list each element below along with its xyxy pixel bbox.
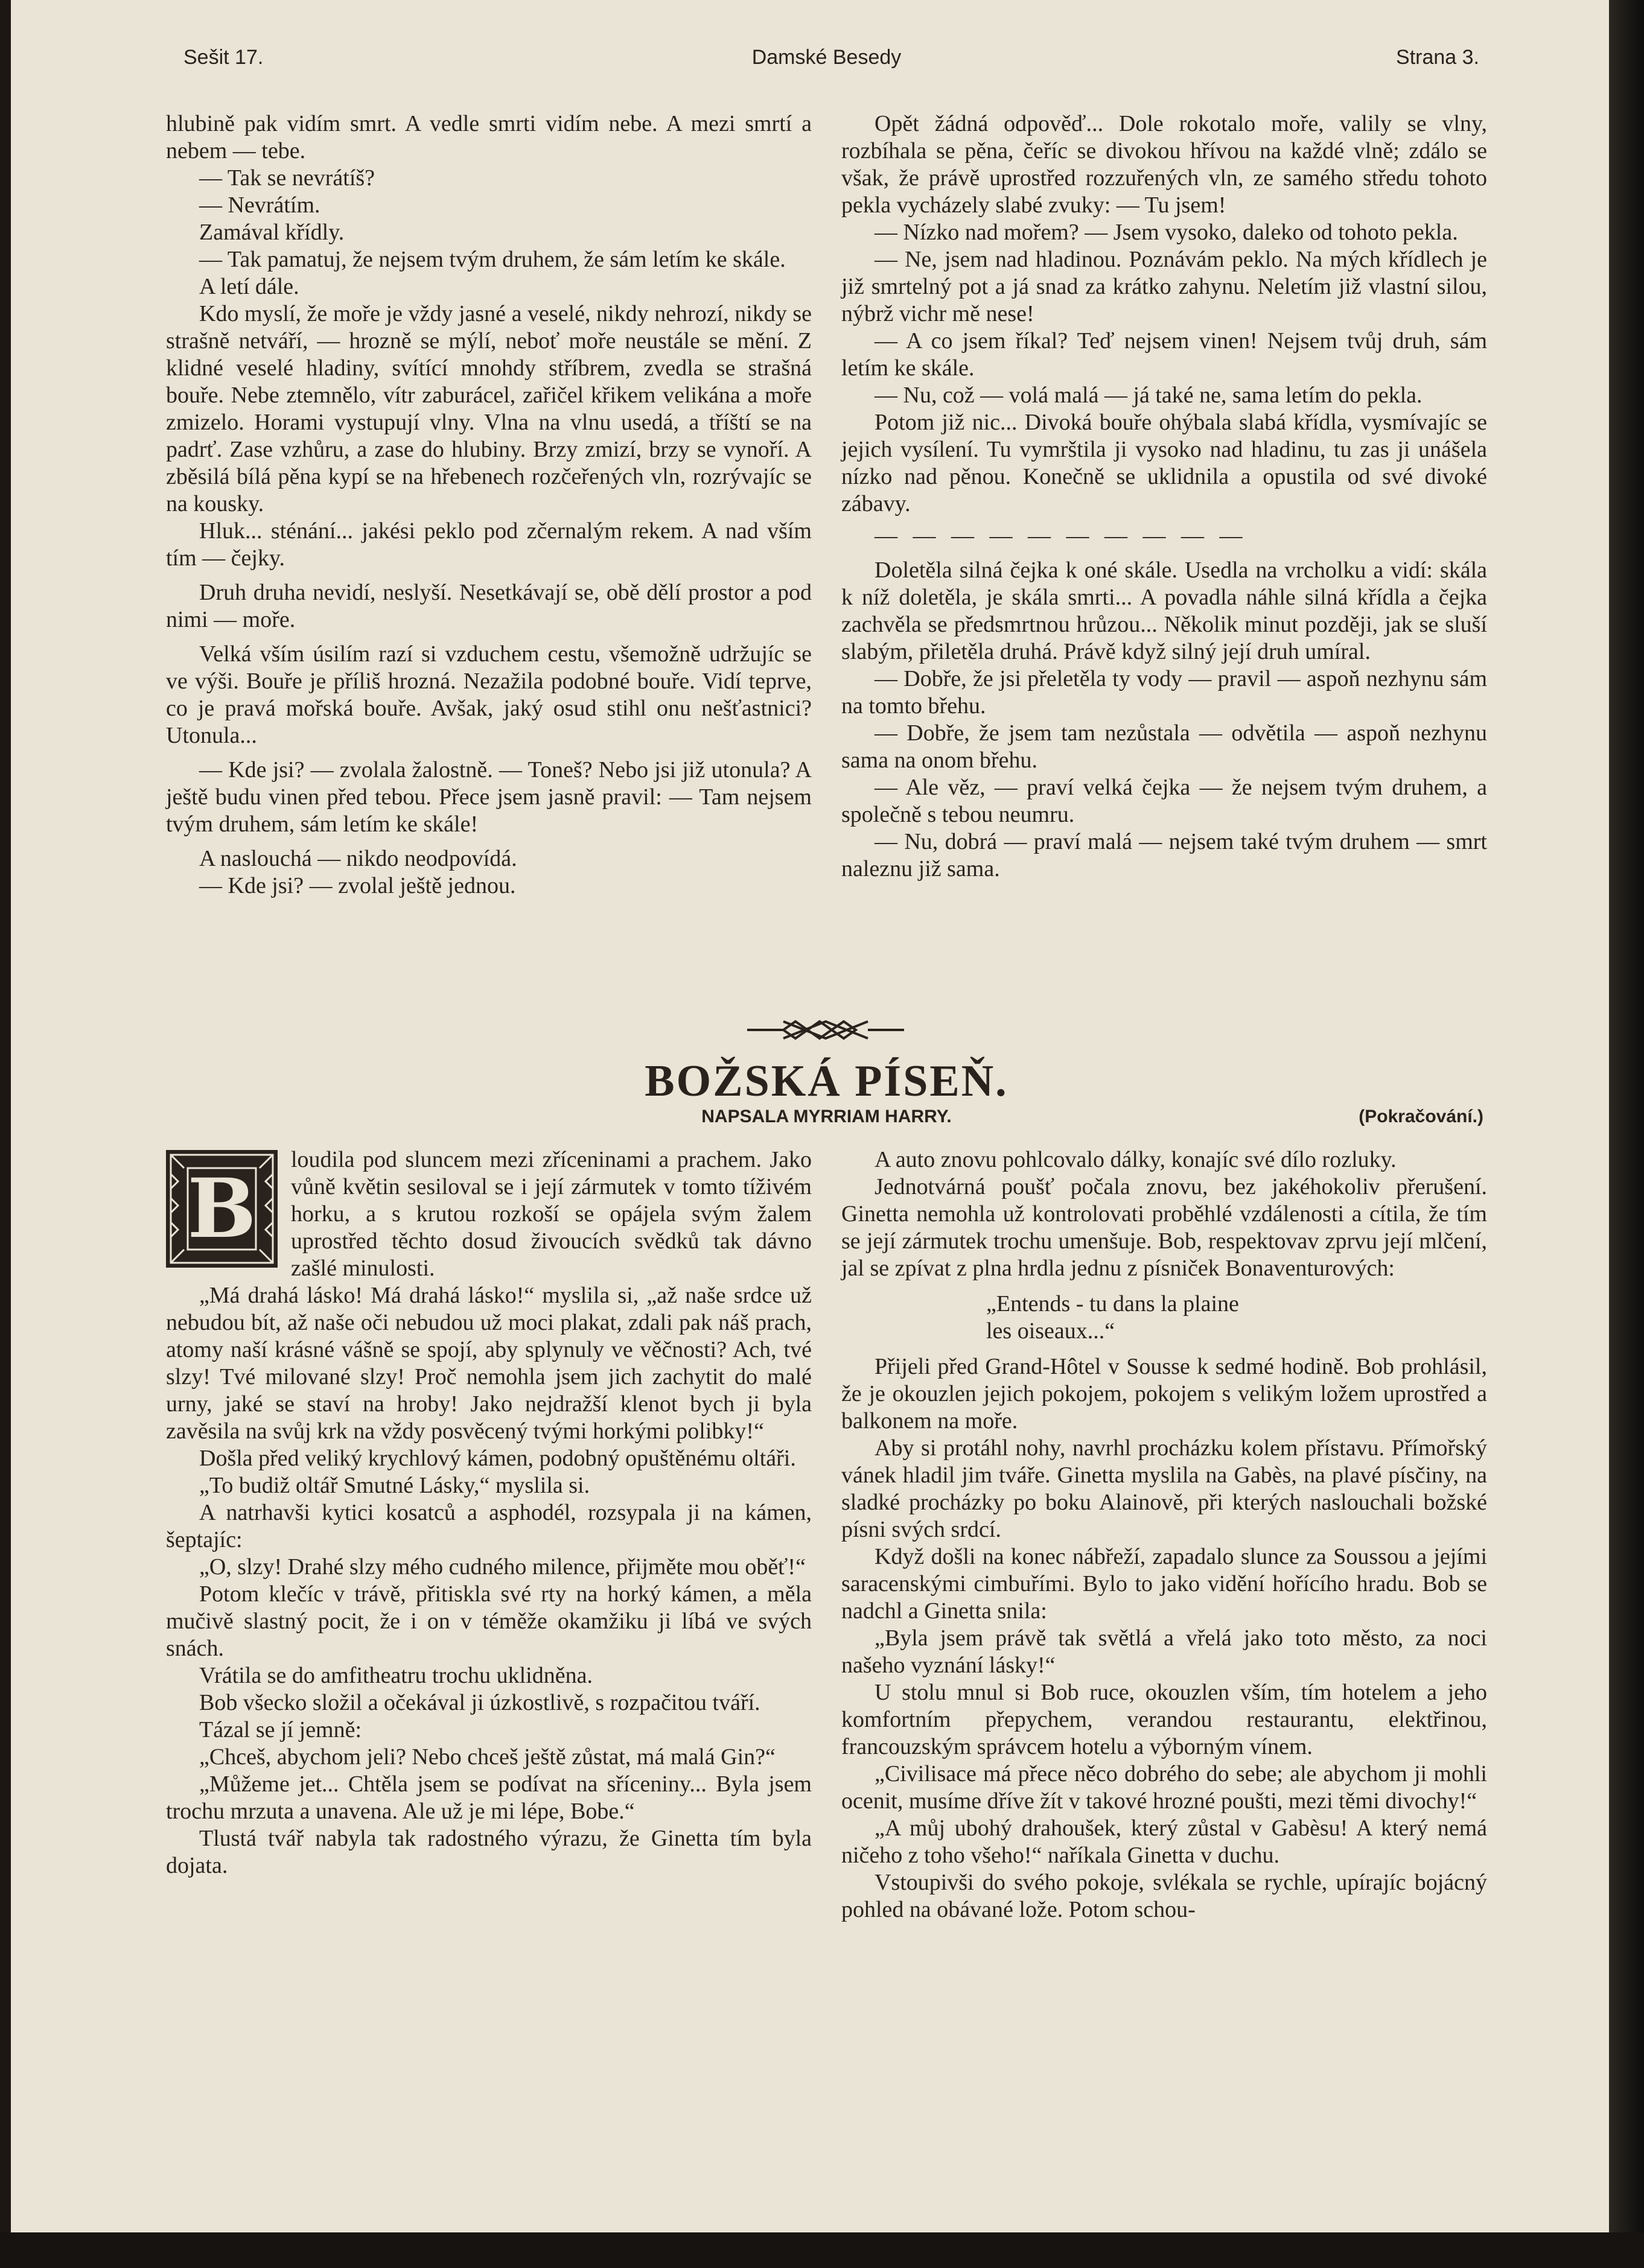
- paragraph: Bob všecko složil a očekával ji úzkostlivě, s rozpačitou tváří.: [199, 1690, 760, 1715]
- paragraph: — Dobře, že jsi přeletěla ty vody — pravil — aspoň nezhynu sám na tomto břehu.: [841, 666, 1487, 719]
- paragraph: Aby si protáhl nohy, navrhl procházku kolem přístavu. Přímořský vánek hladil jim tváře. Ginetta myslila na Gabès, na plavé písčiny, na sladké procházky po boku Alainově, při kterých naslouchali božské písni svých srdcí.: [841, 1435, 1487, 1542]
- paragraph: „Můžeme jet... Chtěla jsem se podívat na sříceniny... Byla jsem trochu mrzuta a unavena. Ale už je mi lépe, Bobe.“: [166, 1771, 812, 1824]
- issue-number: Sešit 17.: [183, 46, 264, 69]
- paragraph: — Ale věz, — praví velká čejka — že nejsem tvým druhem, a společně s tebou neumru.: [841, 775, 1487, 827]
- paragraph: Když došli na konec nábřeží, zapadalo slunce za Soussou a jejími saracenskými cimbuřími. Bylo to jako vidění hořícího hradu. Bob se nadchl a Ginetta snila:: [841, 1544, 1487, 1624]
- paragraph: Velká vším úsilím razí si vzduchem cestu, všemožně udržujíc se ve výši. Bouře je příliš hrozná. Nezažila podobné bouře. Vidí teprve, co je pravá mořská bouře. Avšak, jaký osud stihl onu nešťastnici? Utonula...: [166, 641, 812, 748]
- paragraph: Hluk... sténání... jakési peklo pod zčernalým rekem. A nad vším tím — čejky.: [166, 518, 812, 571]
- paragraph: Tázal se jí jemně:: [199, 1717, 362, 1742]
- magazine-page: [11, 0, 1609, 2232]
- paragraph: Došla před veliký krychlový kámen, podobný opuštěnému oltáři.: [199, 1446, 796, 1471]
- paragraph: Jednotvárná poušť počala znovu, bez jakéhokoliv přerušení. Ginetta nemohla už kontrolovati proběhlé vzdálenosti a cítila, že tím se její zármutek trochu umenšuje. Bob, respektovav zprvu její mlčení, jal se zpívat z plna hrdla jednu z písniček Bonaventurových:: [841, 1174, 1487, 1281]
- column-top-left: [166, 110, 812, 900]
- column-bottom-right: [841, 1146, 1487, 1923]
- paragraph: A auto znovu pohlcovalo dálky, konajíc své dílo rozluky.: [875, 1147, 1397, 1172]
- story-author: NAPSALA MYRRIAM HARRY.: [701, 1107, 952, 1126]
- ornament-divider-icon: [747, 1017, 904, 1043]
- paragraph: — Nu, což — volá malá — já také ne, sama letím do pekla.: [875, 383, 1423, 408]
- paragraph: Přijeli před Grand-Hôtel v Sousse k sedmé hodině. Bob prohlásil, že je okouzlen jejich pokojem, pokojem s velikým ložem uprostřed a balkonem na moře.: [841, 1354, 1487, 1434]
- paragraph: A letí dále.: [199, 274, 299, 299]
- paragraph: loudila pod sluncem mezi zříceninami a prachem. Jako vůně květin sesiloval se i její zármutek v tomto tíživém horku, a s krutou rozkoší se opájela svým žalem uprostřed těchto dosud živoucích svědků tak dávno zašlé minulosti.: [291, 1147, 812, 1281]
- paragraph: — Tak pamatuj, že nejsem tvým druhem, že sám letím ke skále.: [199, 247, 786, 272]
- paragraph: Potom již nic... Divoká bouře ohýbala slabá křídla, vysmívajíc se jejich vysílení. Tu vymrštila ji vysoko nad hladinu, tu zas ji unášela nízko nad pěnou. Konečně se uklidnila a opustila od své divoké zábavy.: [841, 410, 1487, 516]
- paragraph: „Má drahá lásko! Má drahá lásko!“ myslila si, „až naše srdce už nebudou bít, až naše oči nebudou už moci plakat, zdali pak náš prach, atomy naší krásné vášně se spojí, aby splynuly ve věčnosti? Ach, tvé slzy! Tvé milované slzy! Proč nemohla jsem jich zachytit do malé urny, jaké se staví na hroby! Jako nejdražší klenot bych ji byla zavěsila na svůj krk na vždy posvěcený tvými horkými polibky!“: [166, 1283, 812, 1444]
- paragraph: „A můj ubohý drahoušek, který zůstal v Gabèsu! A který nemá ničeho z toho všeho!“ naříkala Ginetta v duchu.: [841, 1815, 1487, 1868]
- paragraph: — A co jsem říkal? Teď nejsem vinen! Nejsem tvůj druh, sám letím ke skále.: [841, 328, 1487, 381]
- paragraph: — Dobře, že jsem tam nezůstala — odvětila — aspoň nezhynu sama na onom břehu.: [841, 720, 1487, 773]
- paragraph: hlubině pak vidím smrt. A vedle smrti vidím nebe. A mezi smrtí a nebem — tebe.: [166, 111, 812, 164]
- section-divider-dashes: — — — — — — — — — —: [875, 523, 1247, 548]
- page-number: Strana 3.: [1396, 46, 1479, 69]
- song-line: „Entends - tu dans la plaine: [986, 1291, 1239, 1317]
- scan-edge-right: [1609, 0, 1644, 2268]
- paragraph: Vrátila se do amfitheatru trochu uklidněna.: [199, 1663, 593, 1688]
- paragraph: — Kde jsi? — zvolal ještě jednou.: [199, 873, 516, 898]
- paragraph: U stolu mnul si Bob ruce, okouzlen vším, tím hotelem a jeho komfortním přepychem, verandou restaurantu, elektřinou, francouzským správcem hotelu a výborným vínem.: [841, 1680, 1487, 1759]
- author-row: [166, 1107, 1487, 1133]
- paragraph: A natrhavši kytici kosatců a asphodél, rozsypala ji na kámen, šeptajíc:: [166, 1500, 812, 1552]
- paragraph: Opět žádná odpověď... Dole rokotalo moře, valily se vlny, rozbíhala se pěna, čeříc se divokou hřívou na každé vlně; zdálo se však, že právě uprostřed rozzuřených vln, ze samého středu tohoto pekla vycházely slabé zvuky: — Tu jsem!: [841, 111, 1487, 218]
- page-header: [174, 46, 1479, 76]
- paragraph: — Ne, jsem nad hladinou. Poznávám peklo. Na mých křídlech je již smrtelný pot a já snad za krátko zahynu. Neletím již vlastní silou, nýbrž vichr mě nese!: [841, 247, 1487, 326]
- song-line: les oiseaux...“: [986, 1318, 1115, 1344]
- paragraph: Doletěla silná čejka k oné skále. Usedla na vrcholku a vidí: skála k níž doletěla, je skála smrti... A povadla náhle silná křídla a čejka zachvěla se předsmrtnou hrůzou... Několik minut později, jak se sluší slabým, přiletěla druhá. Právě když silný její druh umíral.: [841, 557, 1487, 664]
- paragraph: „Chceš, abychom jeli? Nebo chceš ještě zůstat, má malá Gin?“: [199, 1744, 776, 1770]
- paragraph: Kdo myslí, že moře je vždy jasné a veselé, nikdy nehrozí, nikdy se strašně netváří, — hrozně se mýlí, neboť moře neustále se mění. Z klidné veselé hladiny, svítící mnohdy stříbrem, zvedla se strašná bouře. Nebe ztemnělo, vítr zaburácel, zařičel křikem velikána a moře zmizelo. Horami vystupují vlny. Vlna na vlnu usedá, a tříští se na padrť. Zase vzhůru, a zase do hlubiny. Brzy zmizí, brzy se vynoří. A zběsilá bílá pěna kypí se na hřebenech rozčeřených vln, rozrývajíc se na kousky.: [166, 301, 812, 516]
- paragraph: — Tak se nevrátíš?: [199, 165, 375, 191]
- paragraph: Druh druha nevidí, neslyší. Nesetkávají se, obě dělí prostor a pod nimi — moře.: [166, 580, 812, 632]
- paragraph: — Kde jsi? — zvolala žalostně. — Toneš? Nebo jsi již utonula? A ještě budu vinen před tebou. Přece jsem jasně pravil: — Tam nejsem tvým druhem, sám letím ke skále!: [166, 757, 812, 837]
- paragraph: „O, slzy! Drahé slzy mého cudného milence, přijměte mou oběť!“: [199, 1554, 806, 1580]
- paragraph: Potom klečíc v trávě, přitiskla své rty na horký kámen, a měla mučivě slastný pocit, že i on v téměže okamžiku ji líbá ve svých snách.: [166, 1581, 812, 1661]
- paragraph: A naslouchá — nikdo neodpovídá.: [199, 846, 517, 871]
- paragraph: — Nízko nad mořem? — Jsem vysoko, daleko od tohoto pekla.: [875, 220, 1458, 245]
- paragraph: „Byla jsem právě tak světlá a vřelá jako toto město, za noci našeho vyznání lásky!“: [841, 1625, 1487, 1678]
- paragraph: „Civilisace má přece něco dobrého do sebe; ale abychom ji mohli ocenit, musíme dříve žít v takové hrozné poušti, mezi těmi divochy!“: [841, 1761, 1487, 1814]
- scan-edge-bottom: [0, 2232, 1644, 2268]
- paragraph: — Nevrátím.: [199, 192, 320, 218]
- story-title: BOŽSKÁ PÍSEŇ.: [645, 1056, 1008, 1106]
- magazine-title: Damské Besedy: [751, 46, 902, 69]
- story-heading: [166, 1056, 1487, 1133]
- paragraph: Zamával křídly.: [199, 220, 345, 245]
- drop-cap-letter: B: [187, 1160, 256, 1256]
- drop-cap: [166, 1150, 278, 1268]
- paragraph: Tlustá tvář nabyla tak radostného výrazu, že Ginetta tím byla dojata.: [166, 1826, 812, 1878]
- column-bottom-left: [166, 1146, 812, 1879]
- paragraph: — Nu, dobrá — praví malá — nejsem také tvým druhem — smrt naleznu již sama.: [841, 829, 1487, 881]
- column-top-right: [841, 110, 1487, 883]
- continued-note: (Pokračování.): [1359, 1107, 1483, 1126]
- paragraph: „To budiž oltář Smutné Lásky,“ myslila si.: [199, 1473, 590, 1498]
- paragraph: Vstoupivši do svého pokoje, svlékala se rychle, upírajíc bojácný pohled na obávané lože. Potom schou-: [841, 1870, 1487, 1922]
